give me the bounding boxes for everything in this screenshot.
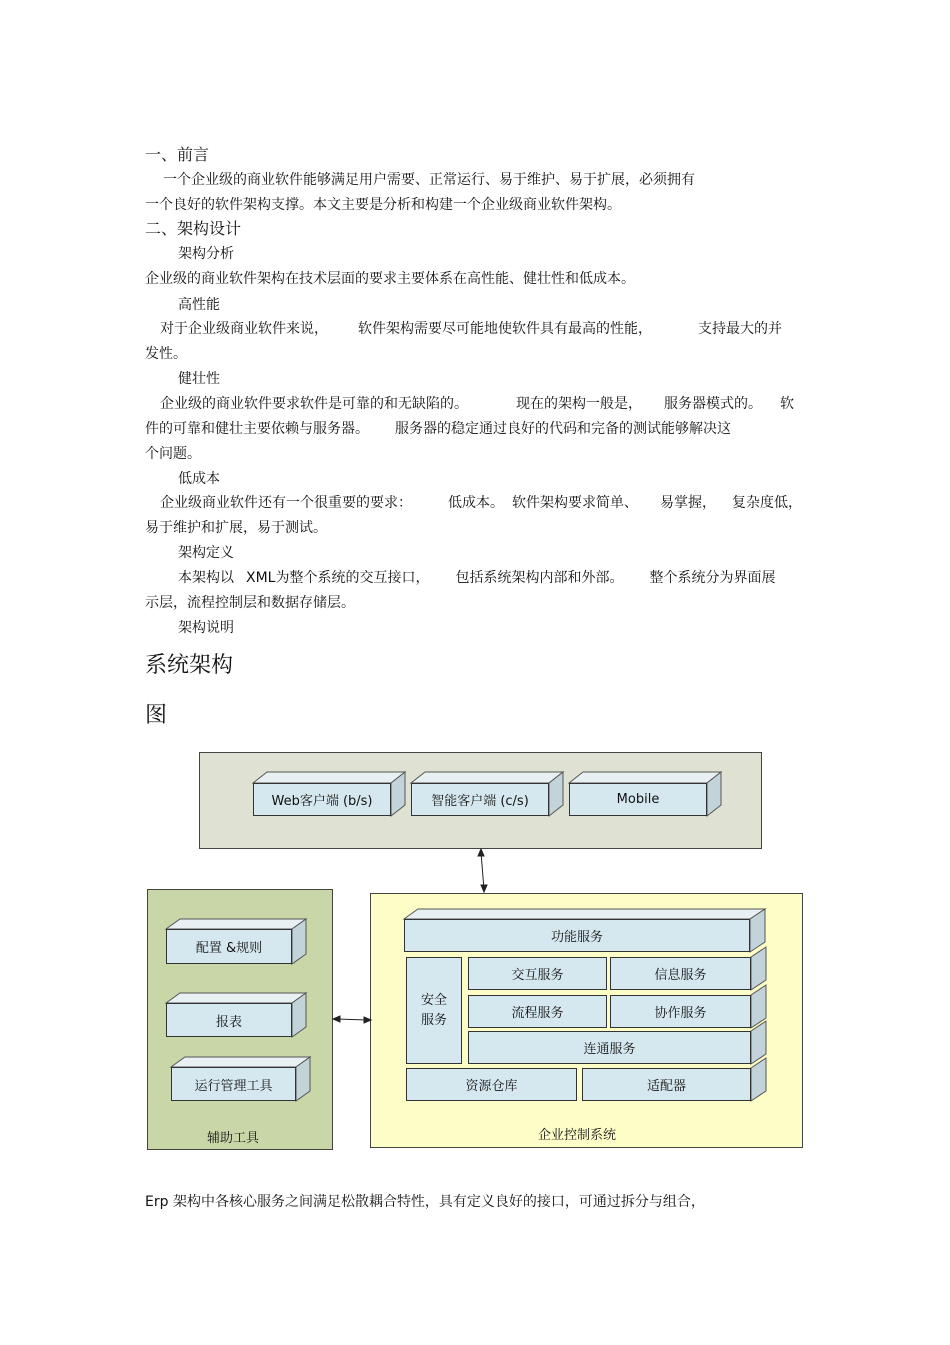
preface-line-2: 一个良好的软件架构支撑。本文主要是分析和构建一个企业级商业软件架构。: [145, 197, 621, 213]
config-rules-box: 配置 &规则: [166, 929, 292, 964]
function-service-box: 功能服务: [404, 919, 750, 952]
low-cost-text-e: 复杂度低，: [732, 495, 802, 511]
enterprise-control-system-caption: 企业控制系统: [538, 1128, 617, 1143]
system-architecture-title: 系统架构: [145, 653, 234, 678]
ops-management-tool-box: 运行管理工具: [171, 1067, 296, 1101]
resource-repository-box: 资源仓库: [406, 1068, 577, 1101]
arch-analysis-heading: 架构分析: [178, 246, 234, 262]
robustness-text-b: 现在的架构一般是，: [516, 396, 642, 412]
robustness-heading: 健壮性: [178, 371, 220, 387]
performance-text-b: 软件架构需要尽可能地使软件具有最高的性能，: [358, 321, 652, 337]
preface-line-1: 一个企业级的商业软件能够满足用户需要、正常运行、易于维护、易于扩展，必须拥有: [163, 172, 695, 188]
robustness-paragraph-line-3: 个问题。: [145, 446, 201, 462]
definition-text-d: 整个系统分为界面展: [649, 570, 776, 586]
adapter-box: 适配器: [582, 1068, 751, 1101]
performance-paragraph-line-2: 发性。: [145, 346, 187, 362]
performance-text-c: 支持最大的并: [698, 321, 782, 337]
arch-description-heading: 架构说明: [178, 620, 234, 636]
low-cost-text-a: 企业级商业软件还有一个很重要的要求：: [160, 495, 412, 511]
low-cost-text-c: 软件架构要求简单、: [512, 495, 638, 511]
bottom-paragraph-line: Erp 架构中各核心服务之间满足松散耦合特性，具有定义良好的接口，可通过拆分与组合，: [145, 1194, 705, 1210]
report-box: 报表: [166, 1003, 292, 1037]
robustness-text-c: 服务器模式的。: [664, 396, 762, 412]
security-service-label-1: 安全: [420, 992, 447, 1008]
collaboration-service-box: 协作服务: [610, 995, 751, 1028]
web-client-box: Web客户端 (b/s): [253, 783, 391, 816]
low-cost-text-b: 低成本。: [448, 495, 504, 511]
process-service-box: 流程服务: [468, 995, 607, 1028]
definition-text-a: 本架构以: [178, 570, 234, 586]
low-cost-text-d: 易掌握，: [660, 495, 716, 511]
performance-text-a: 对于企业级商业软件来说，: [160, 321, 328, 337]
mobile-client-box: Mobile: [569, 783, 707, 816]
information-service-box: 信息服务: [610, 957, 751, 990]
robustness-text-a: 企业级的商业软件要求软件是可靠的和无缺陷的。: [160, 396, 468, 412]
security-service-box: [406, 957, 462, 1064]
section-1-title: 一、前言: [145, 145, 210, 164]
arch-definition-paragraph-line-2: 示层，流程控制层和数据存储层。: [145, 595, 355, 611]
low-cost-paragraph-line-2: 易于维护和扩展，易于测试。: [145, 520, 327, 536]
smart-client-box: 智能客户端 (c/s): [411, 783, 549, 816]
interaction-service-box: 交互服务: [468, 957, 607, 990]
figure-label: 图: [145, 703, 168, 728]
definition-text-c: 包括系统架构内部和外部。: [455, 570, 624, 586]
robustness-text-d: 软: [780, 396, 794, 412]
low-cost-heading: 低成本: [178, 471, 220, 487]
arch-analysis-paragraph: 企业级的商业软件架构在技术层面的要求主要体系在高性能、健壮性和低成本。: [145, 271, 635, 287]
connectivity-service-box: 连通服务: [468, 1031, 751, 1064]
section-2-title: 二、架构设计: [145, 219, 242, 238]
arch-definition-heading: 架构定义: [178, 545, 234, 561]
definition-text-b: XML为整个系统的交互接口，: [246, 570, 430, 586]
performance-heading: 高性能: [178, 297, 220, 313]
robustness-text-f: 服务器的稳定通过良好的代码和完备的测试能够解决这: [395, 421, 731, 437]
robustness-text-e: 件的可靠和健壮主要依赖与服务器。: [145, 421, 369, 437]
security-service-label-2: 服务: [420, 1012, 447, 1028]
auxiliary-tools-caption: 辅助工具: [207, 1131, 260, 1146]
